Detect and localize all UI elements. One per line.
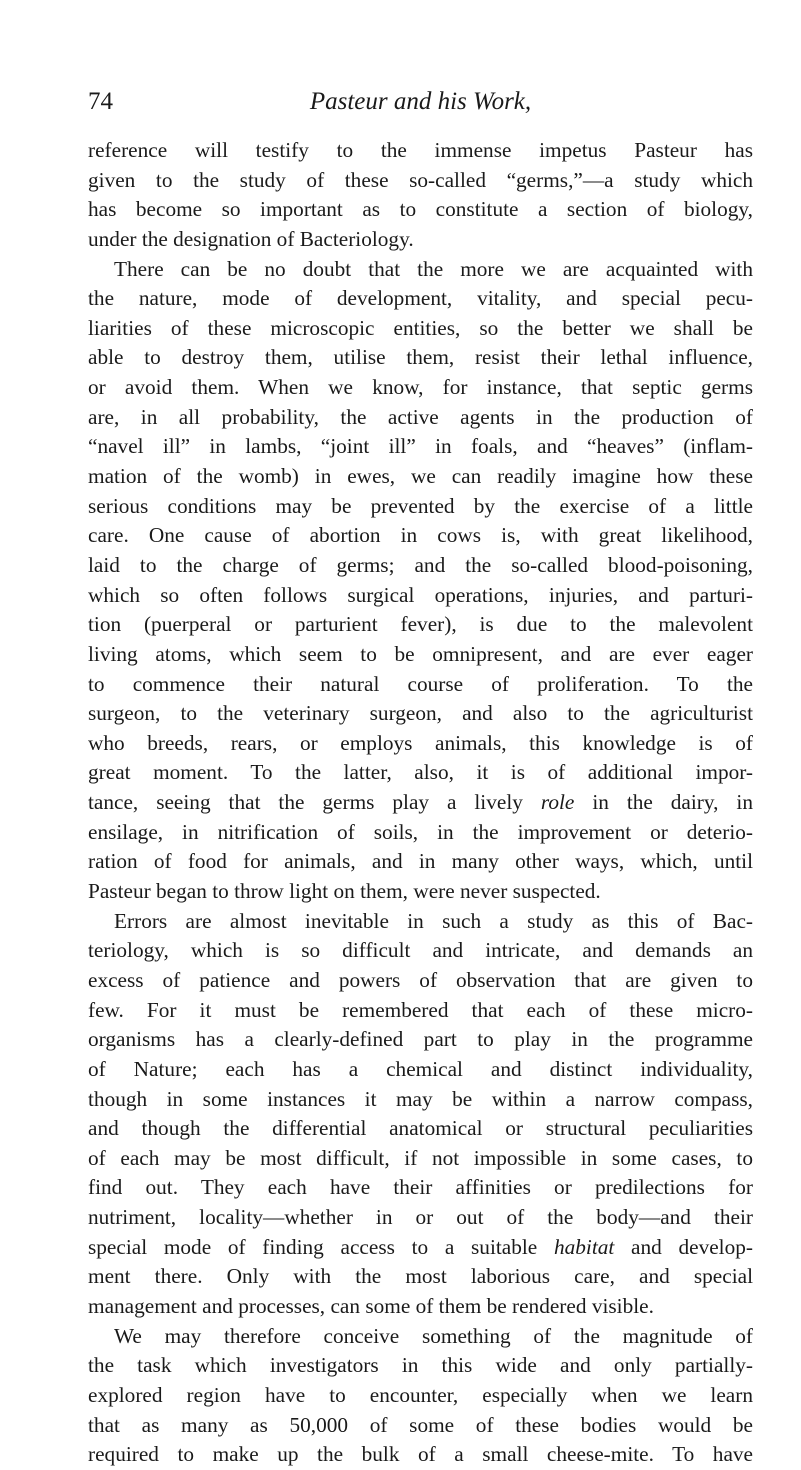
text-line: great moment. To the latter, also, it is of additional impor- xyxy=(88,760,753,785)
text-line: has become so important as to constitute a section of biology, xyxy=(88,197,753,222)
text-line: required to make up the bulk of a small cheese-mite. To have xyxy=(88,1442,753,1467)
text-line: teriology, which is so difficult and intricate, and demands an xyxy=(88,938,753,963)
text-line: who breeds, rears, or employs animals, this knowledge is of xyxy=(88,730,753,755)
text-line: are, in all probability, the active agents in the production of xyxy=(88,404,753,429)
text-line: “navel ill” in lambs, “joint ill” in foals, and “heaves” (inflam- xyxy=(88,434,753,459)
text-line: few. For it must be remembered that each of these micro- xyxy=(88,997,753,1022)
text-line: We may therefore conceive something of the magnitude of xyxy=(114,1323,753,1348)
text-line: explored region have to encounter, especially when we learn xyxy=(88,1382,753,1407)
text-line xyxy=(88,788,753,818)
text-line: serious conditions may be prevented by the exercise of a little xyxy=(88,493,753,518)
text-line: management and processes, can some of them be rendered visible. xyxy=(88,1293,654,1318)
page-number: 74 xyxy=(88,88,113,115)
text-line: nutriment, locality—whether in or out of the body—and their xyxy=(88,1205,753,1230)
text-line: given to the study of these so-called “germs,”—a study which xyxy=(88,167,753,192)
italic-word: role xyxy=(540,790,575,815)
text-line: under the designation of Bacteriology. xyxy=(88,226,414,251)
text-line: ration of food for animals, and in many other ways, which, until xyxy=(88,849,753,874)
text-segment: special mode of finding access to a suitable xyxy=(88,1234,538,1259)
text-segment: and develop- xyxy=(631,1234,753,1259)
text-line: laid to the charge of germs; and the so-called blood-poisoning, xyxy=(88,552,753,577)
text-line: organisms has a clearly-defined part to play in the programme xyxy=(88,1027,753,1052)
text-line: ment there. Only with the most laborious care, and special xyxy=(88,1264,753,1289)
text-line: reference will testify to the immense impetus Pasteur has xyxy=(88,138,753,162)
text-line: which so often follows surgical operations, injuries, and parturi- xyxy=(88,582,753,607)
text-segment: tance, seeing that the germs play a lively xyxy=(88,790,523,815)
text-line: able to destroy them, utilise them, resist their lethal influence, xyxy=(88,345,753,370)
text-line: surgeon, to the veterinary surgeon, and also to the agriculturist xyxy=(88,701,753,726)
text-line: that as many as 50,000 of some of these bodies would be xyxy=(88,1412,753,1437)
text-line: the task which investigators in this wide and only partially- xyxy=(88,1353,753,1378)
text-line: mation of the womb) in ewes, we can readily imagine how these xyxy=(88,464,753,489)
text-line: the nature, mode of development, vitality, and special pecu- xyxy=(88,286,753,311)
italic-word: habitat xyxy=(553,1234,615,1259)
running-title: Pasteur and his Work, xyxy=(309,88,532,115)
text-line: Errors are almost inevitable in such a study as this of Bac- xyxy=(114,908,753,933)
text-line: tion (puerperal or parturient fever), is due to the malevolent xyxy=(88,612,753,637)
text-line: of Nature; each has a chemical and distinct individuality, xyxy=(88,1056,753,1081)
body-text xyxy=(88,136,753,1470)
text-line: of each may be most difficult, if not impossible in some cases, to xyxy=(88,1145,753,1170)
text-line: liarities of these microscopic entities, so the better we shall be xyxy=(88,315,753,340)
text-line: or avoid them. When we know, for instance, that septic germs xyxy=(88,375,753,400)
text-line: though in some instances it may be within a narrow compass, xyxy=(88,1086,753,1111)
text-line: and though the differential anatomical or structural peculiarities xyxy=(88,1116,753,1141)
text-line: There can be no doubt that the more we are acquainted with xyxy=(114,256,753,281)
text-line: ensilage, in nitrification of soils, in the improvement or deterio- xyxy=(88,819,753,844)
text-line: to commence their natural course of proliferation. To the xyxy=(88,671,753,696)
text-line: excess of patience and powers of observation that are given to xyxy=(88,967,753,992)
running-head xyxy=(88,86,753,122)
text-line: find out. They each have their affinities or predilections for xyxy=(88,1175,753,1200)
text-line: Pasteur began to throw light on them, were never suspected. xyxy=(88,879,601,904)
text-segment: in the dairy, in xyxy=(592,790,753,815)
text-line: care. One cause of abortion in cows is, with great likelihood, xyxy=(88,523,753,548)
text-line xyxy=(88,1233,753,1263)
text-line: living atoms, which seem to be omnipresent, and are ever eager xyxy=(88,641,753,666)
